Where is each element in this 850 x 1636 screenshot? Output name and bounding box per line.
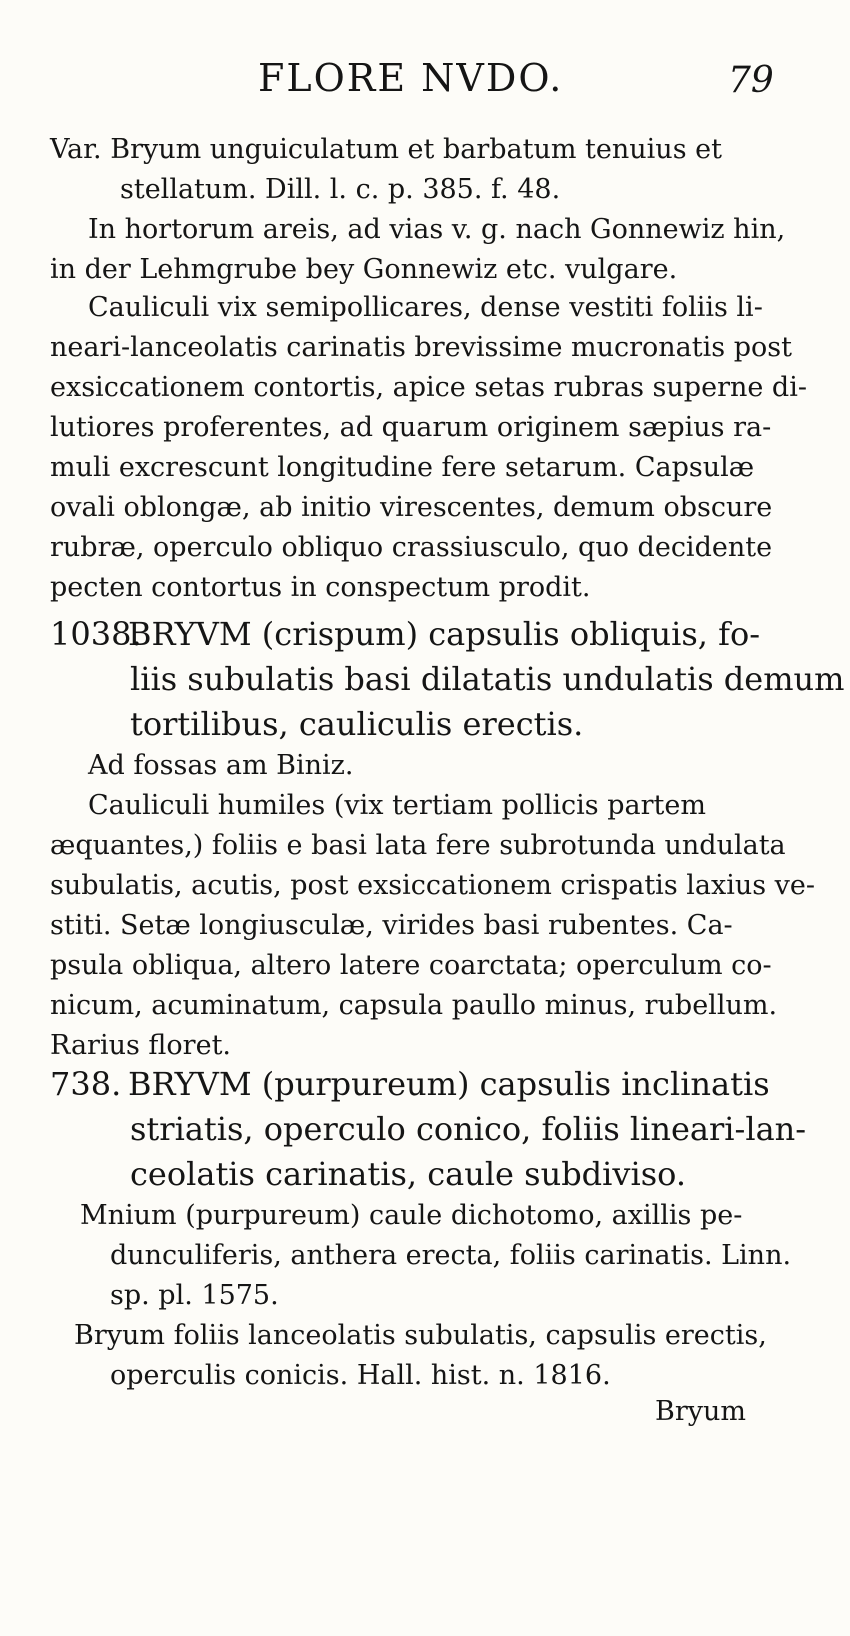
entry-heading-line: [50, 612, 766, 657]
description-paragraph: [50, 288, 807, 608]
text-line: Ad fossas am Biniz.: [88, 750, 354, 781]
text-line: exsiccationem contortis, apice setas rubras superne di-: [50, 372, 807, 403]
text-line: Var. Bryum unguiculatum et barbatum tenuius et: [50, 134, 722, 165]
page-number: 79: [728, 60, 774, 101]
synonyms-block: [74, 1196, 792, 1396]
text-line: psula obliqua, altero latere coarctata; operculum co-: [50, 950, 772, 981]
text-line: muli excrescunt longitudine fere setarum. Capsulæ: [50, 452, 755, 483]
catchword: Bryum: [655, 1396, 746, 1427]
entry-heading-line: [50, 1062, 770, 1107]
text-line: pecten contortus in conspectum prodit.: [50, 572, 591, 603]
habitat-paragraph: [50, 210, 786, 290]
synonym-line: sp. pl. 1575.: [110, 1280, 279, 1311]
entry-heading-text: BRYVM (purpureum) capsulis inclinatis: [128, 1065, 770, 1103]
text-line: neari-lanceolatis carinatis brevissime mucronatis post: [50, 332, 792, 363]
synonym-line: Bryum foliis lanceolatis subulatis, capsulis erectis,: [74, 1320, 767, 1351]
text-line: lutiores proferentes, ad quarum originem sæpius ra-: [50, 412, 772, 443]
text-line: ceolatis carinatis, caule subdiviso.: [130, 1155, 686, 1193]
catchword-row: [50, 1392, 766, 1432]
page-title: FLORE NVDO.: [258, 56, 564, 100]
text-line: nicum, acuminatum, capsula paullo minus, rubellum.: [50, 990, 778, 1021]
description-paragraph: [50, 786, 816, 1066]
entry-number: 738.: [50, 1065, 122, 1103]
text-line: tortilibus, cauliculis erectis.: [130, 705, 584, 743]
text-line: stiti. Setæ longiusculæ, virides basi rubentes. Ca-: [50, 910, 733, 941]
entry-number: 1038.: [50, 615, 142, 653]
entry-heading-text: BRYVM (crispum) capsulis obliquis, fo-: [128, 615, 761, 653]
text-line: ovali oblongæ, ab initio virescentes, demum obscure: [50, 492, 773, 523]
synonym-line: dunculiferis, anthera erecta, foliis carinatis. Linn.: [110, 1240, 792, 1271]
text-line: striatis, operculo conico, foliis lineari-lan-: [130, 1110, 807, 1148]
synonym-line: Mnium (purpureum) caule dichotomo, axillis pe-: [80, 1200, 743, 1231]
text-line: in der Lehmgrube bey Gonnewiz etc. vulgare.: [50, 254, 678, 285]
running-header: [0, 56, 850, 116]
habitat-paragraph: [50, 746, 766, 786]
text-line: subulatis, acutis, post exsiccationem crispatis laxius ve-: [50, 870, 816, 901]
variety-paragraph: [50, 130, 766, 210]
species-entry-1038: [50, 612, 845, 747]
species-entry-738: [50, 1062, 807, 1197]
text-line: In hortorum areis, ad vias v. g. nach Gonnewiz hin,: [88, 214, 786, 245]
text-line: Cauliculi humiles (vix tertiam pollicis partem: [88, 790, 706, 821]
text-line: liis subulatis basi dilatatis undulatis demum: [130, 660, 845, 698]
text-line: Cauliculi vix semipollicares, dense vestiti foliis li-: [88, 292, 763, 323]
text-line: Rarius floret.: [50, 1030, 231, 1061]
text-line: rubræ, operculo obliquo crassiusculo, quo decidente: [50, 532, 773, 563]
synonym-line: operculis conicis. Hall. hist. n. 1816.: [110, 1360, 611, 1391]
text-line: æquantes,) foliis e basi lata fere subrotunda undulata: [50, 830, 786, 861]
text-line: stellatum. Dill. l. c. p. 385. f. 48.: [120, 174, 561, 205]
